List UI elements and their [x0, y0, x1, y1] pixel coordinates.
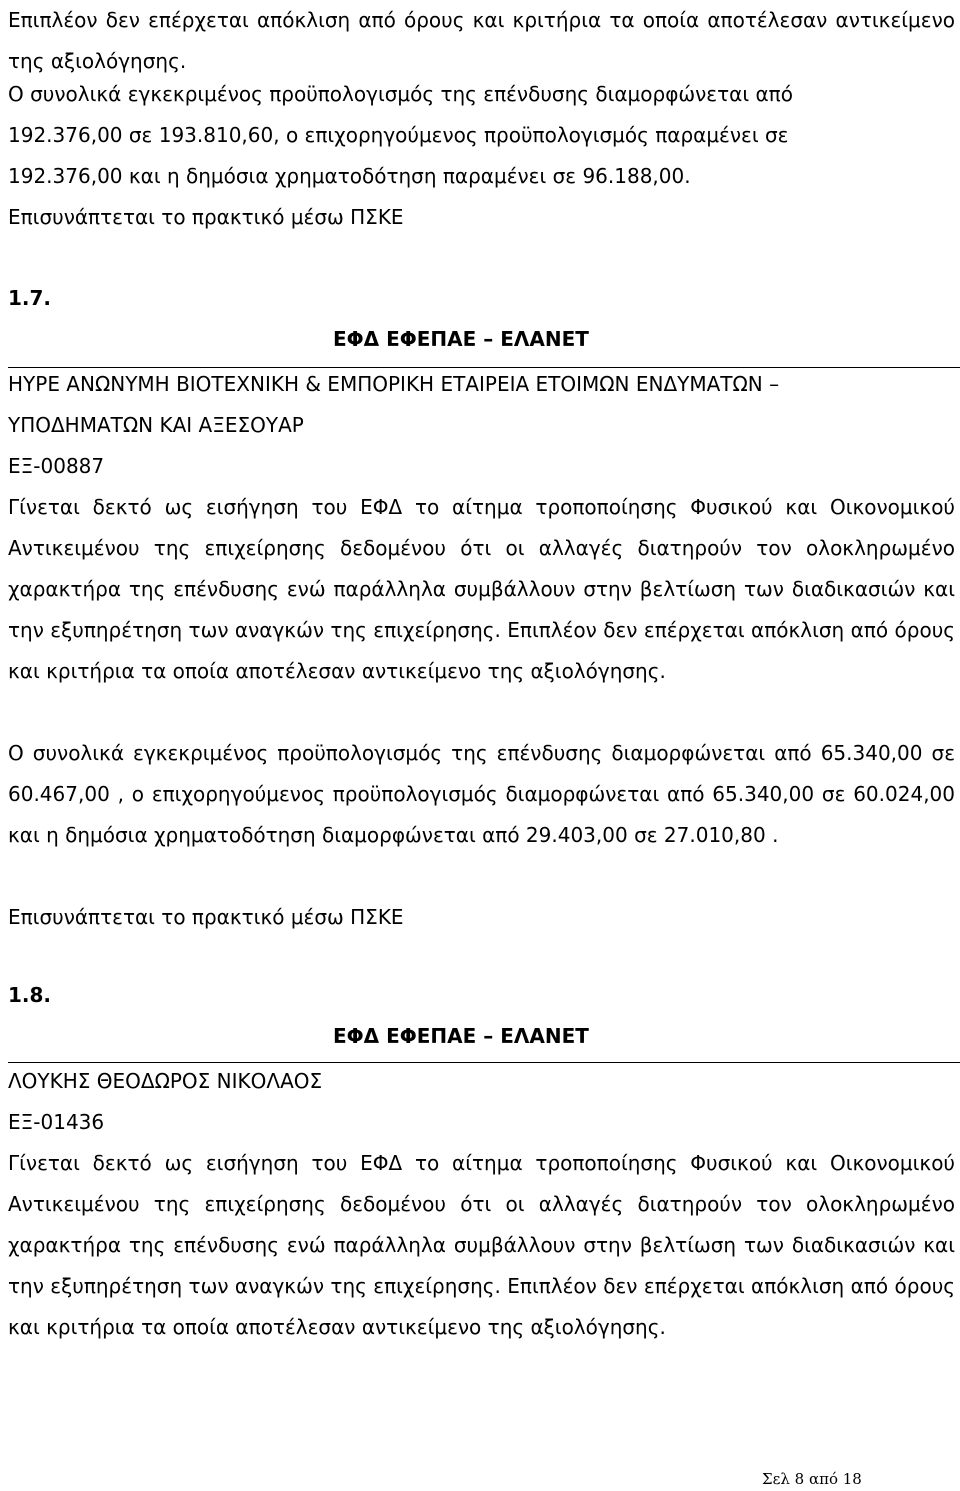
page-number: Σελ 8 από 18: [762, 1470, 862, 1488]
project-code: ΕΞ-00887: [8, 454, 105, 478]
attachment-line: Επισυνάπτεται το πρακτικό μέσω ΠΣΚΕ: [8, 905, 404, 929]
budget-paragraph: Ο συνολικά εγκεκριμένος προϋπολογισμός της επένδυσης διαμορφώνεται από 65.340,00 σε 60.467,00 , ο επιχορηγούμενος προϋπολογισμός διαμορφώνεται από 65.340,00 σε 60.024,00 και η δημόσια χρηματοδότηση διαμορφώνεται από 29.403,00 σε 27.010,80 .: [8, 741, 955, 847]
section-number: 1.7.: [8, 286, 52, 310]
project-code: ΕΞ-01436: [8, 1110, 105, 1134]
company-name-line-1: ΗΥΡΕ ΑΝΩΝΥΜΗ ΒΙΟΤΕΧΝΙΚΗ & ΕΜΠΟΡΙΚΗ ΕΤΑΙΡΕΙΑ ΕΤΟΙΜΩΝ ΕΝΔΥΜΑΤΩΝ –: [8, 372, 780, 396]
top-budget-line-3: 192.376,00 και η δημόσια χρηματοδότηση παραμένει σε 96.188,00.: [8, 164, 691, 188]
top-budget-line-2: 192.376,00 σε 193.810,60, ο επιχορηγούμενος προϋπολογισμός παραμένει σε: [8, 123, 789, 147]
company-name-line-2: ΥΠΟΔΗΜΑΤΩΝ ΚΑΙ ΑΞΕΣΟΥΑΡ: [8, 413, 304, 437]
agency-heading: ΕΦΔ ΕΦΕΠΑΕ – ΕΛΑΝΕΤ: [333, 1024, 589, 1048]
agency-heading: ΕΦΔ ΕΦΕΠΑΕ – ΕΛΑΝΕΤ: [333, 327, 589, 351]
section-number: 1.8.: [8, 983, 52, 1007]
top-paragraph: Επιπλέον δεν επέρχεται απόκλιση από όρους και κριτήρια τα οποία αποτέλεσαν αντικείμενο της αξιολόγησης.: [8, 8, 955, 73]
decision-paragraph: Γίνεται δεκτό ως εισήγηση του ΕΦΔ το αίτημα τροποποίησης Φυσικού και Οικονομικού Αντικειμένου της επιχείρησης δεδομένου ότι οι αλλαγές διατηρούν τον ολοκληρωμένο χαρακτήρα της επένδυσης ενώ παράλληλα συμβάλλουν στην βελτίωση των διαδικασιών και την εξυπηρέτηση των αναγκών της επιχείρησης. Επιπλέον δεν επέρχεται απόκλιση από όρους και κριτήρια τα οποία αποτέλεσαν αντικείμενο της αξιολόγησης.: [8, 495, 955, 683]
company-name: ΛΟΥΚΗΣ ΘΕΟΔΩΡΟΣ ΝΙΚΟΛΑΟΣ: [8, 1069, 323, 1093]
decision-paragraph: Γίνεται δεκτό ως εισήγηση του ΕΦΔ το αίτημα τροποποίησης Φυσικού και Οικονομικού Αντικειμένου της επιχείρησης δεδομένου ότι οι αλλαγές διατηρούν τον ολοκληρωμένο χαρακτήρα της επένδυσης ενώ παράλληλα συμβάλλουν στην βελτίωση των διαδικασιών και την εξυπηρέτηση των αναγκών της επιχείρησης. Επιπλέον δεν επέρχεται απόκλιση από όρους και κριτήρια τα οποία αποτέλεσαν αντικείμενο της αξιολόγησης.: [8, 1151, 955, 1339]
top-attachment-line: Επισυνάπτεται το πρακτικό μέσω ΠΣΚΕ: [8, 205, 404, 229]
top-budget-line-1: Ο συνολικά εγκεκριμένος προϋπολογισμός της επένδυσης διαμορφώνεται από: [8, 82, 793, 106]
